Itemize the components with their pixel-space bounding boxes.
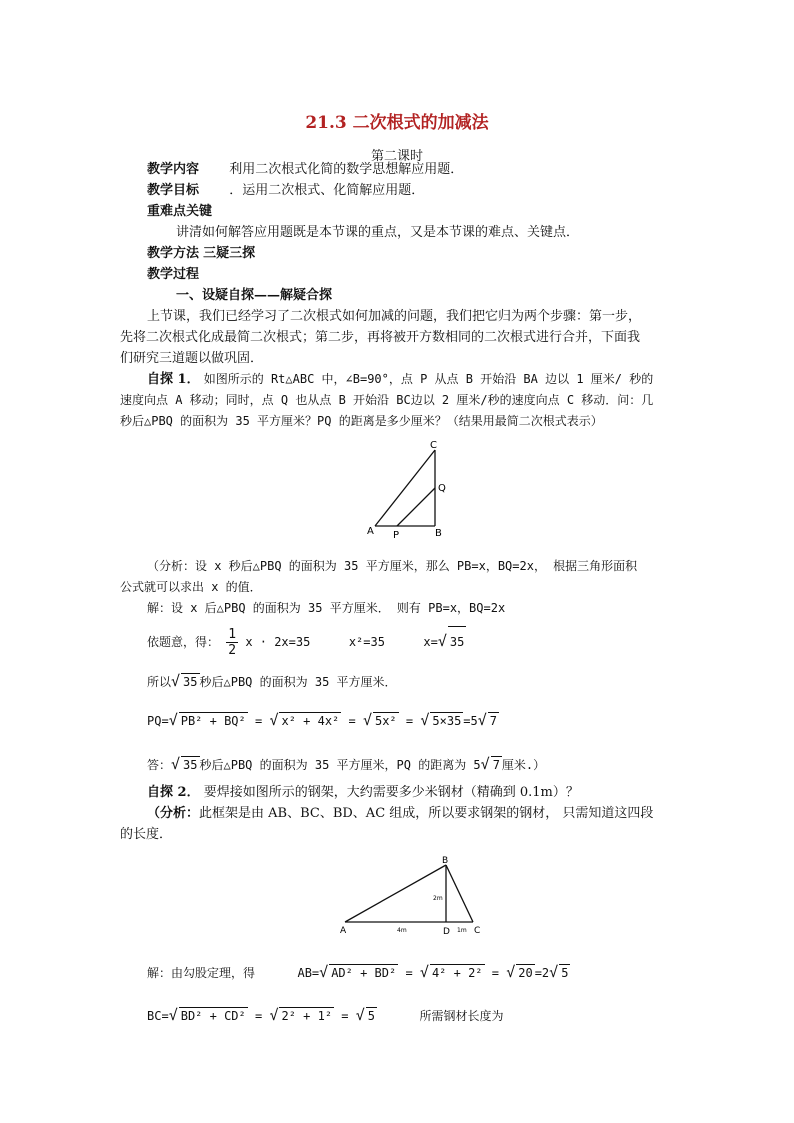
fig2-len-ad: 4m — [397, 927, 407, 934]
analysis2-line-2: 的长度． — [120, 827, 173, 842]
sol1-eq-b: x²=35 — [348, 635, 385, 649]
ans1-b: 秒后△PBQ 的面积为 35 平方厘米，PQ 的距离为 5 — [199, 758, 481, 772]
key-text: 讲清如何解答应用题既是本节课的重点，又是本节课的难点、关键点． — [176, 225, 580, 240]
sol2-a: 解：由勾股定理，得 — [147, 966, 256, 980]
method-text: 三疑三探 — [203, 246, 256, 261]
process-label: 教学过程 — [147, 267, 200, 282]
ab-end: =2 — [534, 966, 550, 980]
fig1-label-a: A — [367, 526, 374, 537]
pq-radicand-1: PB² + BQ² — [180, 714, 246, 728]
fig1-label-c: C — [430, 440, 437, 451]
pq-label: PQ= — [147, 714, 169, 728]
content-label: 教学内容 — [147, 162, 200, 177]
pq-end-radicand: 7 — [489, 714, 498, 728]
intro-line-1: 上节课，我们已经学习了二次根式如何加减的问题，我们把它归为两个步骤：第一步， — [147, 309, 642, 324]
q1-label: 自探 1． — [147, 372, 200, 387]
pq-radicand-2: x² + 4x² — [281, 714, 340, 728]
q1-line-1 — [147, 371, 653, 388]
fraction-numerator: 1 — [228, 627, 237, 642]
intro-line-3: 们研究三道题以做巩固． — [120, 351, 264, 366]
bc-radicand-1: BD² + CD² — [180, 1009, 246, 1023]
pq-radicand-4: 5×35 — [432, 714, 462, 728]
half-fraction — [226, 627, 238, 658]
sol1-line3-a: 所以 — [147, 675, 172, 689]
pq-end: =5 — [463, 714, 478, 728]
sol1-line3-radicand: 35 — [183, 675, 198, 689]
analysis2-text-1: 此框架是由 AB、BC、BD、AC 组成，所以要求钢架的钢材， 只需知道这四段 — [199, 806, 654, 821]
analysis2-label: （分析： — [147, 806, 200, 821]
q1-line-2: 速度向点 A 移动；同时，点 Q 也从点 B 开始沿 BC边以 2 厘米/秒的速度向点 C 移动．问：几 — [120, 393, 654, 407]
intro-line-2: 先将二次根式化成最简二次根式；第二步，再将被开方数相同的二次根式进行合并，下面我 — [120, 330, 641, 345]
bc-radicand-2: 2² + 1² — [281, 1009, 333, 1023]
q1-text-1: 如图所示的 Rt△ABC 中，∠B=90°，点 P 从点 B 开始沿 BA 边以 1 厘米/ 秒的 — [203, 372, 654, 386]
goal-label: 教学目标 — [147, 183, 200, 198]
key-label: 重难点关键 — [147, 204, 213, 219]
section-heading: 一、设疑自探——解疑合探 — [176, 288, 333, 303]
goal-row — [147, 183, 424, 199]
analysis1-line-2: 公式就可以求出 x 的值． — [120, 580, 262, 594]
bc-tail: 所需钢材长度为 — [419, 1009, 504, 1023]
fig1-label-b: B — [435, 528, 442, 539]
bc-label: BC= — [147, 1009, 169, 1023]
solution2-bc: BC=√ BD² + CD² = √ 2² + 1² = √ 5 所需钢材长度为 — [147, 1006, 504, 1024]
sol1-eq-c: x= — [423, 635, 438, 649]
q1-line-3: 秒后△PBQ 的面积为 35 平方厘米？PQ 的距离是多少厘米？（结果用最简二次根式表示） — [120, 414, 603, 428]
content-text: 利用二次根式化简的数学思想解应用题． — [229, 162, 464, 177]
fraction-denominator: 2 — [228, 643, 237, 658]
fig1-label-p: P — [393, 530, 400, 541]
solution1-line-1: 解：设 x 后△PBQ 的面积为 35 平方厘米． 则有 PB=x，BQ=2x — [147, 601, 506, 615]
triangle-figure-1 — [365, 438, 465, 542]
sol1-prefix: 依题意，得： — [147, 635, 220, 649]
analysis1-line-1: （分析：设 x 秒后△PBQ 的面积为 35 平方厘米，那么 PB=x，BQ=2x， 根据三角形面积 — [147, 559, 638, 573]
goal-text: ．运用二次根式、化简解应用题． — [229, 183, 425, 198]
fig2-label-c: C — [474, 926, 481, 936]
content-row — [147, 162, 463, 178]
sol1-eq-a: x · 2x=35 — [245, 635, 311, 649]
fig2-len-bd: 2m — [433, 895, 443, 902]
fig2-label-d: D — [443, 927, 450, 937]
fig2-label-b: B — [442, 856, 449, 866]
pq-equation: PQ=√ PB² + BQ² = √ x² + 4x² = √ 5x² = √ 5×35 =5√ 7 — [147, 711, 498, 729]
ans1-radicand-2: 7 — [492, 758, 500, 772]
page-title: 21.3 二次根式的加减法 — [305, 113, 489, 133]
solution2-ab: 解：由勾股定理，得 AB=√ AD² + BD² = √ 4² + 2² = √ 20 =2√ 5 — [147, 963, 569, 981]
fig2-label-a: A — [340, 926, 347, 936]
q2-text: 要焊接如图所示的钢架，大约需要多少米钢材（精确到 0.1m）？ — [203, 785, 579, 800]
ans1-a: 答： — [147, 758, 172, 772]
method-label: 教学方法 — [147, 246, 200, 261]
solution1-line-2: 依题意，得： $\frac{1}{2}$ x · 2x=35 x²=35 x=√ 35 — [147, 627, 465, 658]
q2-label: 自探 2． — [147, 785, 200, 800]
sol1-line3-b: 秒后△PBQ 的面积为 35 平方厘米． — [199, 675, 397, 689]
lesson-subtitle: 第二课时 — [370, 149, 423, 164]
ab-radicand-1: AD² + BD² — [331, 966, 397, 980]
sol1-eq-c-radicand: 35 — [448, 626, 466, 657]
ans1-c: 厘米.） — [501, 758, 546, 772]
answer1: 答：√ 35 秒后△PBQ 的面积为 35 平方厘米，PQ 的距离为 5√ 7 厘米.） — [147, 755, 546, 773]
steel-frame-figure — [335, 852, 495, 940]
bc-radicand-3: 5 — [367, 1009, 375, 1023]
ab-label: AB= — [297, 966, 320, 980]
fig2-len-dc: 1m — [457, 927, 467, 934]
solution1-line-3: 所以√ 35 秒后△PBQ 的面积为 35 平方厘米． — [147, 672, 397, 690]
ab-radicand-2: 4² + 2² — [431, 966, 483, 980]
ab-end-radicand: 5 — [561, 966, 569, 980]
pq-radicand-3: 5x² — [374, 714, 397, 728]
analysis2-line-1 — [147, 806, 653, 822]
fig1-label-q: Q — [438, 483, 446, 494]
ans1-radicand: 35 — [183, 758, 198, 772]
ab-radicand-3: 20 — [518, 966, 533, 980]
method-row — [147, 246, 255, 262]
q2-line — [147, 785, 579, 801]
